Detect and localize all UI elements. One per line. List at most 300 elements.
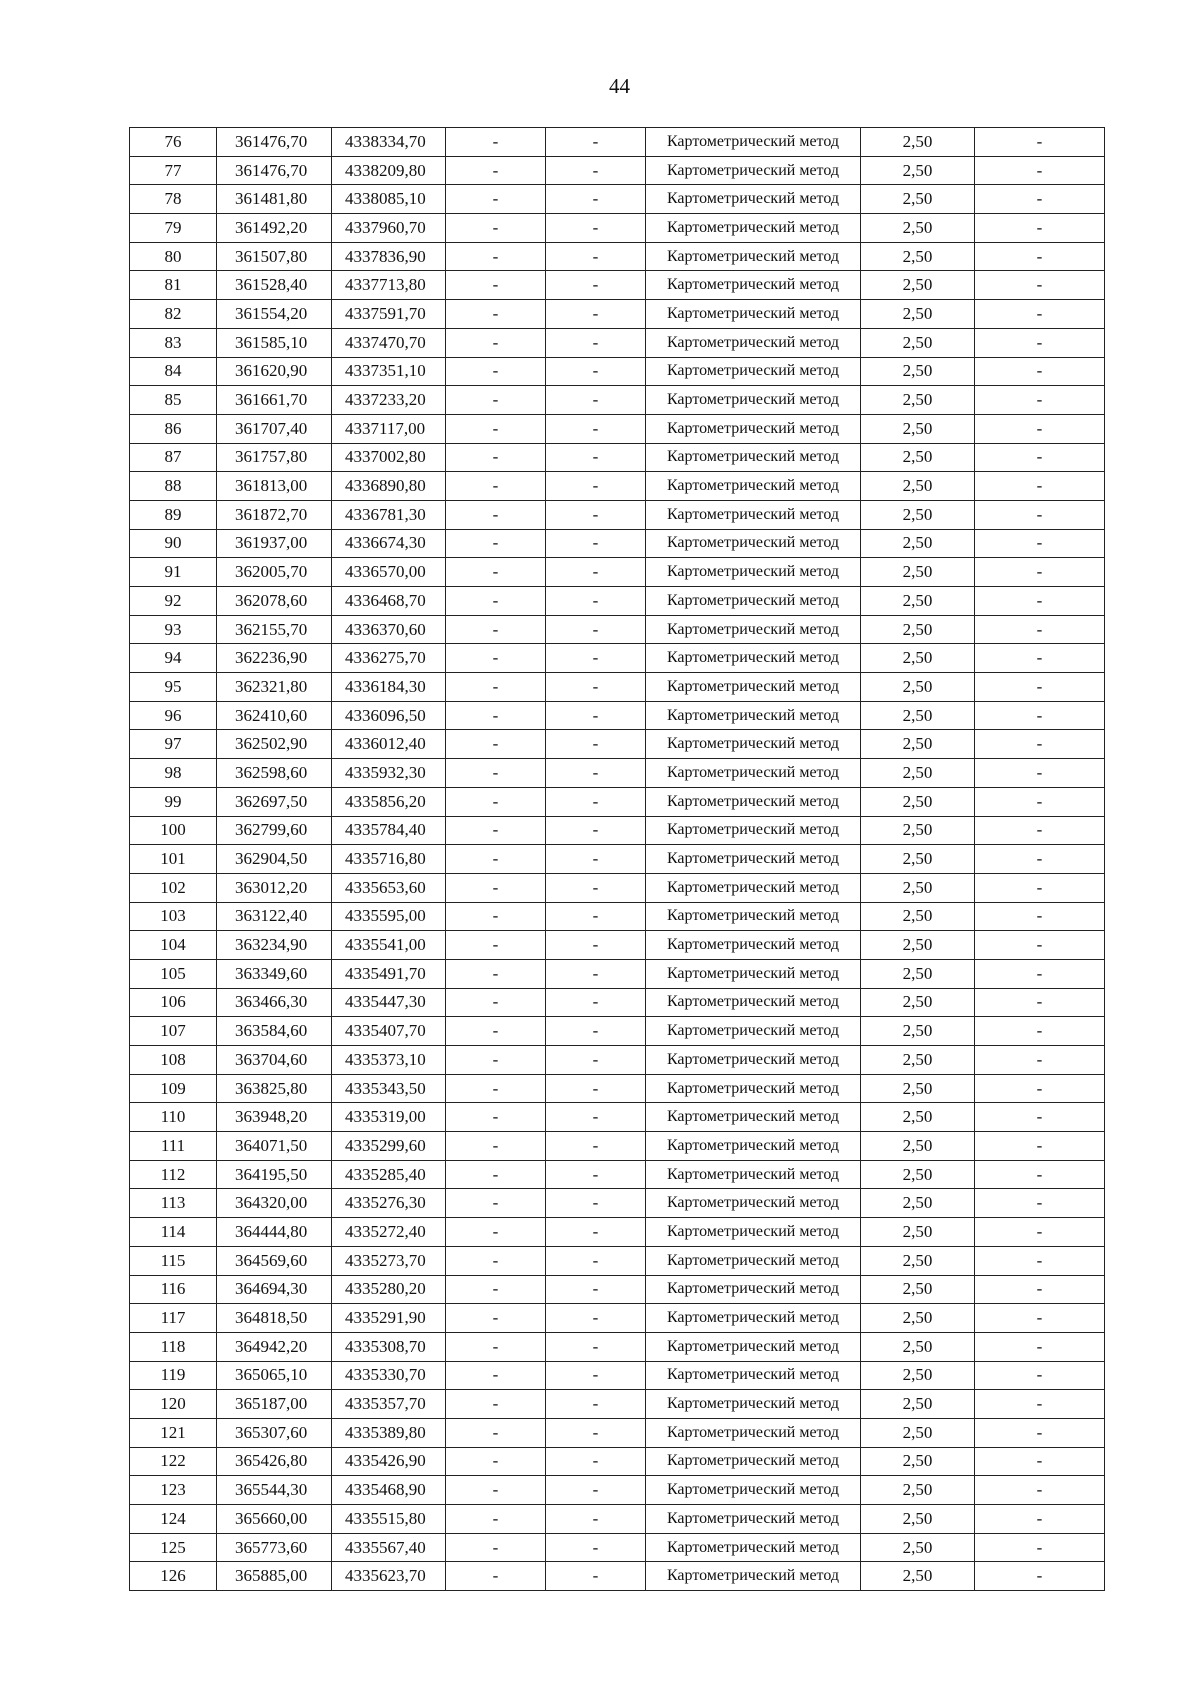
- dash-cell-3: -: [975, 357, 1105, 386]
- precision-cell: 2,50: [861, 816, 975, 845]
- dash-cell-3: -: [975, 386, 1105, 415]
- dash-cell-3: -: [975, 1046, 1105, 1075]
- y-coordinate-cell: 4335357,70: [332, 1390, 446, 1419]
- dash-cell-1: -: [446, 1189, 546, 1218]
- y-coordinate-cell: 4335330,70: [332, 1361, 446, 1390]
- dash-cell-3: -: [975, 644, 1105, 673]
- dash-cell-1: -: [446, 787, 546, 816]
- precision-cell: 2,50: [861, 242, 975, 271]
- method-cell: Картометрический метод: [646, 1246, 861, 1275]
- y-coordinate-cell: 4337836,90: [332, 242, 446, 271]
- dash-cell-2: -: [546, 931, 646, 960]
- point-number-cell: 81: [130, 271, 217, 300]
- method-cell: Картометрический метод: [646, 1074, 861, 1103]
- dash-cell-3: -: [975, 902, 1105, 931]
- dash-cell-2: -: [546, 1390, 646, 1419]
- dash-cell-2: -: [546, 1332, 646, 1361]
- method-cell: Картометрический метод: [646, 1160, 861, 1189]
- table-row: [130, 1046, 1105, 1075]
- method-cell: Картометрический метод: [646, 529, 861, 558]
- dash-cell-2: -: [546, 1533, 646, 1562]
- table-row: [130, 1218, 1105, 1247]
- table-row: [130, 300, 1105, 329]
- dash-cell-2: -: [546, 873, 646, 902]
- table-row: [130, 1017, 1105, 1046]
- method-cell: Картометрический метод: [646, 1562, 861, 1591]
- dash-cell-1: -: [446, 701, 546, 730]
- dash-cell-3: -: [975, 845, 1105, 874]
- y-coordinate-cell: 4335932,30: [332, 759, 446, 788]
- point-number-cell: 79: [130, 214, 217, 243]
- dash-cell-2: -: [546, 185, 646, 214]
- dash-cell-3: -: [975, 1275, 1105, 1304]
- y-coordinate-cell: 4335515,80: [332, 1505, 446, 1534]
- point-number-cell: 114: [130, 1218, 217, 1247]
- dash-cell-2: -: [546, 1447, 646, 1476]
- dash-cell-1: -: [446, 587, 546, 616]
- y-coordinate-cell: 4335595,00: [332, 902, 446, 931]
- precision-cell: 2,50: [861, 845, 975, 874]
- table-row: [130, 1476, 1105, 1505]
- table-row: [130, 673, 1105, 702]
- method-cell: Картометрический метод: [646, 185, 861, 214]
- dash-cell-3: -: [975, 873, 1105, 902]
- point-number-cell: 88: [130, 472, 217, 501]
- x-coordinate-cell: 361585,10: [217, 328, 332, 357]
- table-row: [130, 1189, 1105, 1218]
- table-row: [130, 529, 1105, 558]
- method-cell: Картометрический метод: [646, 1046, 861, 1075]
- precision-cell: 2,50: [861, 472, 975, 501]
- table-row: [130, 242, 1105, 271]
- dash-cell-3: -: [975, 529, 1105, 558]
- point-number-cell: 122: [130, 1447, 217, 1476]
- y-coordinate-cell: 4335299,60: [332, 1132, 446, 1161]
- x-coordinate-cell: 363704,60: [217, 1046, 332, 1075]
- point-number-cell: 117: [130, 1304, 217, 1333]
- x-coordinate-cell: 361707,40: [217, 414, 332, 443]
- x-coordinate-cell: 362697,50: [217, 787, 332, 816]
- table-row: [130, 615, 1105, 644]
- dash-cell-3: -: [975, 1418, 1105, 1447]
- dash-cell-2: -: [546, 1218, 646, 1247]
- dash-cell-2: -: [546, 959, 646, 988]
- method-cell: Картометрический метод: [646, 701, 861, 730]
- dash-cell-2: -: [546, 443, 646, 472]
- precision-cell: 2,50: [861, 701, 975, 730]
- x-coordinate-cell: 361492,20: [217, 214, 332, 243]
- y-coordinate-cell: 4336275,70: [332, 644, 446, 673]
- dash-cell-3: -: [975, 1074, 1105, 1103]
- y-coordinate-cell: 4338334,70: [332, 128, 446, 157]
- point-number-cell: 82: [130, 300, 217, 329]
- point-number-cell: 76: [130, 128, 217, 157]
- y-coordinate-cell: 4335273,70: [332, 1246, 446, 1275]
- dash-cell-3: -: [975, 1160, 1105, 1189]
- x-coordinate-cell: 363122,40: [217, 902, 332, 931]
- precision-cell: 2,50: [861, 1390, 975, 1419]
- precision-cell: 2,50: [861, 1418, 975, 1447]
- x-coordinate-cell: 364071,50: [217, 1132, 332, 1161]
- method-cell: Картометрический метод: [646, 414, 861, 443]
- method-cell: Картометрический метод: [646, 615, 861, 644]
- table-row: [130, 1074, 1105, 1103]
- method-cell: Картометрический метод: [646, 386, 861, 415]
- dash-cell-1: -: [446, 1505, 546, 1534]
- table-row: [130, 1562, 1105, 1591]
- x-coordinate-cell: 363234,90: [217, 931, 332, 960]
- method-cell: Картометрический метод: [646, 300, 861, 329]
- dash-cell-1: -: [446, 414, 546, 443]
- table-row: [130, 1390, 1105, 1419]
- dash-cell-3: -: [975, 328, 1105, 357]
- dash-cell-2: -: [546, 242, 646, 271]
- table-row: [130, 587, 1105, 616]
- x-coordinate-cell: 363466,30: [217, 988, 332, 1017]
- precision-cell: 2,50: [861, 931, 975, 960]
- dash-cell-2: -: [546, 1361, 646, 1390]
- table-row: [130, 128, 1105, 157]
- precision-cell: 2,50: [861, 357, 975, 386]
- point-number-cell: 125: [130, 1533, 217, 1562]
- table-row: [130, 156, 1105, 185]
- dash-cell-3: -: [975, 673, 1105, 702]
- dash-cell-1: -: [446, 1103, 546, 1132]
- dash-cell-1: -: [446, 300, 546, 329]
- x-coordinate-cell: 365187,00: [217, 1390, 332, 1419]
- dash-cell-1: -: [446, 1304, 546, 1333]
- precision-cell: 2,50: [861, 1017, 975, 1046]
- dash-cell-3: -: [975, 1533, 1105, 1562]
- dash-cell-3: -: [975, 988, 1105, 1017]
- dash-cell-3: -: [975, 128, 1105, 157]
- y-coordinate-cell: 4335373,10: [332, 1046, 446, 1075]
- dash-cell-3: -: [975, 1447, 1105, 1476]
- table-row: [130, 873, 1105, 902]
- dash-cell-3: -: [975, 759, 1105, 788]
- dash-cell-2: -: [546, 587, 646, 616]
- table-row: [130, 1447, 1105, 1476]
- dash-cell-1: -: [446, 1160, 546, 1189]
- y-coordinate-cell: 4335308,70: [332, 1332, 446, 1361]
- table-row: [130, 414, 1105, 443]
- dash-cell-1: -: [446, 1074, 546, 1103]
- x-coordinate-cell: 361620,90: [217, 357, 332, 386]
- x-coordinate-cell: 361757,80: [217, 443, 332, 472]
- table-row: [130, 959, 1105, 988]
- dash-cell-3: -: [975, 1390, 1105, 1419]
- dash-cell-2: -: [546, 615, 646, 644]
- method-cell: Картометрический метод: [646, 730, 861, 759]
- table-row: [130, 328, 1105, 357]
- dash-cell-3: -: [975, 615, 1105, 644]
- method-cell: Картометрический метод: [646, 214, 861, 243]
- table-row: [130, 357, 1105, 386]
- dash-cell-1: -: [446, 242, 546, 271]
- dash-cell-2: -: [546, 1189, 646, 1218]
- dash-cell-3: -: [975, 1218, 1105, 1247]
- x-coordinate-cell: 362155,70: [217, 615, 332, 644]
- method-cell: Картометрический метод: [646, 1332, 861, 1361]
- method-cell: Картометрический метод: [646, 759, 861, 788]
- y-coordinate-cell: 4335567,40: [332, 1533, 446, 1562]
- precision-cell: 2,50: [861, 902, 975, 931]
- precision-cell: 2,50: [861, 328, 975, 357]
- coordinates-table: [129, 127, 1105, 1591]
- point-number-cell: 111: [130, 1132, 217, 1161]
- y-coordinate-cell: 4335541,00: [332, 931, 446, 960]
- dash-cell-2: -: [546, 1103, 646, 1132]
- precision-cell: 2,50: [861, 1160, 975, 1189]
- dash-cell-1: -: [446, 357, 546, 386]
- precision-cell: 2,50: [861, 587, 975, 616]
- dash-cell-1: -: [446, 988, 546, 1017]
- dash-cell-2: -: [546, 300, 646, 329]
- y-coordinate-cell: 4336674,30: [332, 529, 446, 558]
- x-coordinate-cell: 364818,50: [217, 1304, 332, 1333]
- point-number-cell: 77: [130, 156, 217, 185]
- precision-cell: 2,50: [861, 529, 975, 558]
- dash-cell-2: -: [546, 1505, 646, 1534]
- point-number-cell: 109: [130, 1074, 217, 1103]
- table-row: [130, 759, 1105, 788]
- x-coordinate-cell: 361476,70: [217, 128, 332, 157]
- dash-cell-1: -: [446, 529, 546, 558]
- dash-cell-2: -: [546, 1074, 646, 1103]
- table-row: [130, 1132, 1105, 1161]
- x-coordinate-cell: 362005,70: [217, 558, 332, 587]
- dash-cell-2: -: [546, 730, 646, 759]
- table-row: [130, 845, 1105, 874]
- dash-cell-2: -: [546, 1246, 646, 1275]
- y-coordinate-cell: 4336570,00: [332, 558, 446, 587]
- x-coordinate-cell: 364444,80: [217, 1218, 332, 1247]
- y-coordinate-cell: 4335426,90: [332, 1447, 446, 1476]
- dash-cell-2: -: [546, 787, 646, 816]
- dash-cell-3: -: [975, 1476, 1105, 1505]
- point-number-cell: 80: [130, 242, 217, 271]
- x-coordinate-cell: 361528,40: [217, 271, 332, 300]
- precision-cell: 2,50: [861, 1476, 975, 1505]
- y-coordinate-cell: 4337233,20: [332, 386, 446, 415]
- dash-cell-1: -: [446, 931, 546, 960]
- x-coordinate-cell: 365660,00: [217, 1505, 332, 1534]
- table-row: [130, 816, 1105, 845]
- dash-cell-2: -: [546, 902, 646, 931]
- y-coordinate-cell: 4335447,30: [332, 988, 446, 1017]
- x-coordinate-cell: 361554,20: [217, 300, 332, 329]
- table-row: [130, 730, 1105, 759]
- dash-cell-1: -: [446, 558, 546, 587]
- dash-cell-2: -: [546, 271, 646, 300]
- dash-cell-2: -: [546, 529, 646, 558]
- y-coordinate-cell: 4337960,70: [332, 214, 446, 243]
- dash-cell-2: -: [546, 1132, 646, 1161]
- y-coordinate-cell: 4337713,80: [332, 271, 446, 300]
- precision-cell: 2,50: [861, 1332, 975, 1361]
- precision-cell: 2,50: [861, 1505, 975, 1534]
- x-coordinate-cell: 364942,20: [217, 1332, 332, 1361]
- dash-cell-3: -: [975, 500, 1105, 529]
- x-coordinate-cell: 365773,60: [217, 1533, 332, 1562]
- y-coordinate-cell: 4336184,30: [332, 673, 446, 702]
- dash-cell-1: -: [446, 959, 546, 988]
- y-coordinate-cell: 4337470,70: [332, 328, 446, 357]
- precision-cell: 2,50: [861, 386, 975, 415]
- dash-cell-3: -: [975, 1246, 1105, 1275]
- table-row: [130, 1533, 1105, 1562]
- point-number-cell: 110: [130, 1103, 217, 1132]
- precision-cell: 2,50: [861, 214, 975, 243]
- y-coordinate-cell: 4338209,80: [332, 156, 446, 185]
- point-number-cell: 118: [130, 1332, 217, 1361]
- x-coordinate-cell: 365065,10: [217, 1361, 332, 1390]
- table-row: [130, 988, 1105, 1017]
- dash-cell-3: -: [975, 959, 1105, 988]
- dash-cell-1: -: [446, 185, 546, 214]
- method-cell: Картометрический метод: [646, 673, 861, 702]
- precision-cell: 2,50: [861, 615, 975, 644]
- table-row: [130, 1275, 1105, 1304]
- method-cell: Картометрический метод: [646, 816, 861, 845]
- table-row: [130, 1160, 1105, 1189]
- method-cell: Картометрический метод: [646, 328, 861, 357]
- point-number-cell: 100: [130, 816, 217, 845]
- dash-cell-3: -: [975, 1103, 1105, 1132]
- method-cell: Картометрический метод: [646, 1103, 861, 1132]
- method-cell: Картометрический метод: [646, 443, 861, 472]
- method-cell: Картометрический метод: [646, 931, 861, 960]
- precision-cell: 2,50: [861, 1304, 975, 1333]
- x-coordinate-cell: 361872,70: [217, 500, 332, 529]
- dash-cell-2: -: [546, 988, 646, 1017]
- dash-cell-1: -: [446, 443, 546, 472]
- dash-cell-1: -: [446, 673, 546, 702]
- point-number-cell: 98: [130, 759, 217, 788]
- y-coordinate-cell: 4337591,70: [332, 300, 446, 329]
- dash-cell-2: -: [546, 500, 646, 529]
- x-coordinate-cell: 365885,00: [217, 1562, 332, 1591]
- precision-cell: 2,50: [861, 1189, 975, 1218]
- dash-cell-1: -: [446, 472, 546, 501]
- method-cell: Картометрический метод: [646, 1275, 861, 1304]
- dash-cell-1: -: [446, 1418, 546, 1447]
- method-cell: Картометрический метод: [646, 587, 861, 616]
- method-cell: Картометрический метод: [646, 1132, 861, 1161]
- dash-cell-3: -: [975, 1304, 1105, 1333]
- dash-cell-3: -: [975, 1361, 1105, 1390]
- point-number-cell: 86: [130, 414, 217, 443]
- method-cell: Картометрический метод: [646, 1418, 861, 1447]
- dash-cell-2: -: [546, 1476, 646, 1505]
- table-row: [130, 1505, 1105, 1534]
- dash-cell-3: -: [975, 300, 1105, 329]
- point-number-cell: 99: [130, 787, 217, 816]
- precision-cell: 2,50: [861, 271, 975, 300]
- y-coordinate-cell: 4335276,30: [332, 1189, 446, 1218]
- dash-cell-1: -: [446, 902, 546, 931]
- point-number-cell: 104: [130, 931, 217, 960]
- method-cell: Картометрический метод: [646, 472, 861, 501]
- precision-cell: 2,50: [861, 558, 975, 587]
- precision-cell: 2,50: [861, 156, 975, 185]
- table-row: [130, 443, 1105, 472]
- table-row: [130, 500, 1105, 529]
- x-coordinate-cell: 362236,90: [217, 644, 332, 673]
- dash-cell-1: -: [446, 1246, 546, 1275]
- method-cell: Картометрический метод: [646, 988, 861, 1017]
- dash-cell-2: -: [546, 414, 646, 443]
- dash-cell-2: -: [546, 816, 646, 845]
- x-coordinate-cell: 364569,60: [217, 1246, 332, 1275]
- method-cell: Картометрический метод: [646, 1505, 861, 1534]
- table-row: [130, 185, 1105, 214]
- precision-cell: 2,50: [861, 414, 975, 443]
- dash-cell-3: -: [975, 787, 1105, 816]
- method-cell: Картометрический метод: [646, 1533, 861, 1562]
- point-number-cell: 102: [130, 873, 217, 902]
- y-coordinate-cell: 4335319,00: [332, 1103, 446, 1132]
- x-coordinate-cell: 365544,30: [217, 1476, 332, 1505]
- method-cell: Картометрический метод: [646, 128, 861, 157]
- dash-cell-2: -: [546, 472, 646, 501]
- x-coordinate-cell: 361507,80: [217, 242, 332, 271]
- dash-cell-1: -: [446, 873, 546, 902]
- dash-cell-3: -: [975, 1505, 1105, 1534]
- dash-cell-2: -: [546, 845, 646, 874]
- precision-cell: 2,50: [861, 988, 975, 1017]
- dash-cell-3: -: [975, 214, 1105, 243]
- table-row: [130, 1246, 1105, 1275]
- x-coordinate-cell: 362799,60: [217, 816, 332, 845]
- dash-cell-2: -: [546, 644, 646, 673]
- point-number-cell: 97: [130, 730, 217, 759]
- dash-cell-1: -: [446, 1046, 546, 1075]
- precision-cell: 2,50: [861, 1103, 975, 1132]
- y-coordinate-cell: 4335784,40: [332, 816, 446, 845]
- dash-cell-1: -: [446, 730, 546, 759]
- y-coordinate-cell: 4335856,20: [332, 787, 446, 816]
- method-cell: Картометрический метод: [646, 902, 861, 931]
- method-cell: Картометрический метод: [646, 644, 861, 673]
- method-cell: Картометрический метод: [646, 500, 861, 529]
- table-row: [130, 1304, 1105, 1333]
- y-coordinate-cell: 4335623,70: [332, 1562, 446, 1591]
- x-coordinate-cell: 362410,60: [217, 701, 332, 730]
- dash-cell-3: -: [975, 730, 1105, 759]
- table-row: [130, 1103, 1105, 1132]
- dash-cell-2: -: [546, 214, 646, 243]
- point-number-cell: 103: [130, 902, 217, 931]
- y-coordinate-cell: 4335716,80: [332, 845, 446, 874]
- y-coordinate-cell: 4336096,50: [332, 701, 446, 730]
- dash-cell-3: -: [975, 472, 1105, 501]
- dash-cell-3: -: [975, 587, 1105, 616]
- x-coordinate-cell: 361476,70: [217, 156, 332, 185]
- dash-cell-2: -: [546, 1562, 646, 1591]
- method-cell: Картометрический метод: [646, 242, 861, 271]
- x-coordinate-cell: 361813,00: [217, 472, 332, 501]
- precision-cell: 2,50: [861, 1074, 975, 1103]
- x-coordinate-cell: 364195,50: [217, 1160, 332, 1189]
- dash-cell-3: -: [975, 443, 1105, 472]
- point-number-cell: 87: [130, 443, 217, 472]
- y-coordinate-cell: 4338085,10: [332, 185, 446, 214]
- y-coordinate-cell: 4336781,30: [332, 500, 446, 529]
- precision-cell: 2,50: [861, 1132, 975, 1161]
- y-coordinate-cell: 4335653,60: [332, 873, 446, 902]
- point-number-cell: 119: [130, 1361, 217, 1390]
